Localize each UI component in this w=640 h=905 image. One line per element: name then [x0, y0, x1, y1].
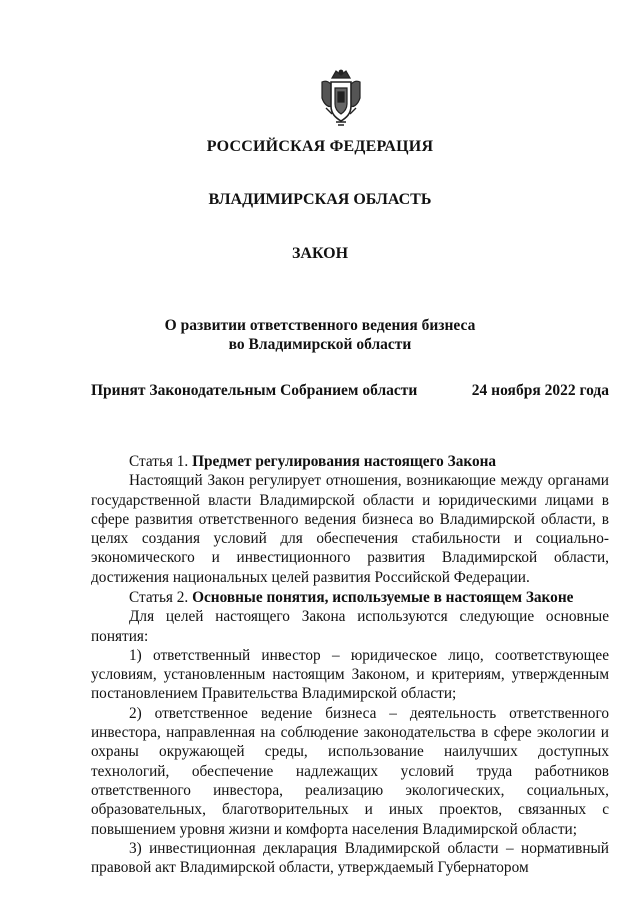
- article-1-heading: [91, 452, 609, 471]
- law-subject: [0, 316, 640, 354]
- article-2-heading: [91, 588, 609, 607]
- article-1-text: Настоящий Закон регулирует отношения, возникающие между органами государственной власти Владимирской области и юридическими лицами в сфере развития ответственного ведения бизнеса во Владимирской области, в целях создания условий для обеспечения стабильности и социально-экономического и инвестиционного развития Владимирской области, достижения национальных целей развития Российской Федерации.: [91, 472, 609, 586]
- article-1-prefix: Статья 1.: [129, 453, 189, 470]
- adoption-date: 24 ноября 2022 года: [471, 382, 609, 399]
- article-2: [91, 588, 609, 877]
- article-1: [91, 452, 609, 587]
- definition-item: 1) ответственный инвестор – юридическое лицо, соответствующее условиям, установленным настоящим Законом, и критериям, утвержденным постановлением Правительства Владимирской области;: [91, 646, 609, 703]
- article-2-prefix: Статья 2.: [129, 589, 189, 606]
- definition-item: 3) инвестиционная декларация Владимирской области – нормативный правовой акт Владимирской области, утверждаемый Губернатором: [91, 839, 609, 877]
- article-2-intro: Для целей настоящего Закона используются следующие основные понятия:: [91, 608, 609, 645]
- region-heading: ВЛАДИМИРСКАЯ ОБЛАСТЬ: [208, 191, 432, 208]
- article-2-title: Основные понятия, используемые в настоящем Законе: [192, 589, 574, 606]
- article-1-title: Предмет регулирования настоящего Закона: [192, 453, 497, 470]
- definition-item: 2) ответственное ведение бизнеса – деятельность ответственного инвестора, направленная на соблюдение законодательства в сфере экологии и охраны окружающей среды, использование наилучших доступных технологий, обеспечение надлежащих условий труда работников ответственного инвестора, реализацию экологических, социальных, образовательных, благотворительных и иных проектов, связанных с повышением уровня жизни и комфорта населения Владимирской области;: [91, 704, 609, 838]
- law-subject-line-1: О развитии ответственного ведения бизнеса: [164, 317, 476, 334]
- doc-type-heading: ЗАКОН: [291, 245, 349, 262]
- adopted-by: Принят Законодательным Собранием области: [91, 382, 418, 399]
- coat-of-arms-icon: [318, 68, 364, 126]
- law-subject-line-2: во Владимирской области: [228, 336, 412, 353]
- country-heading: РОССИЙСКАЯ ФЕДЕРАЦИЯ: [206, 138, 434, 155]
